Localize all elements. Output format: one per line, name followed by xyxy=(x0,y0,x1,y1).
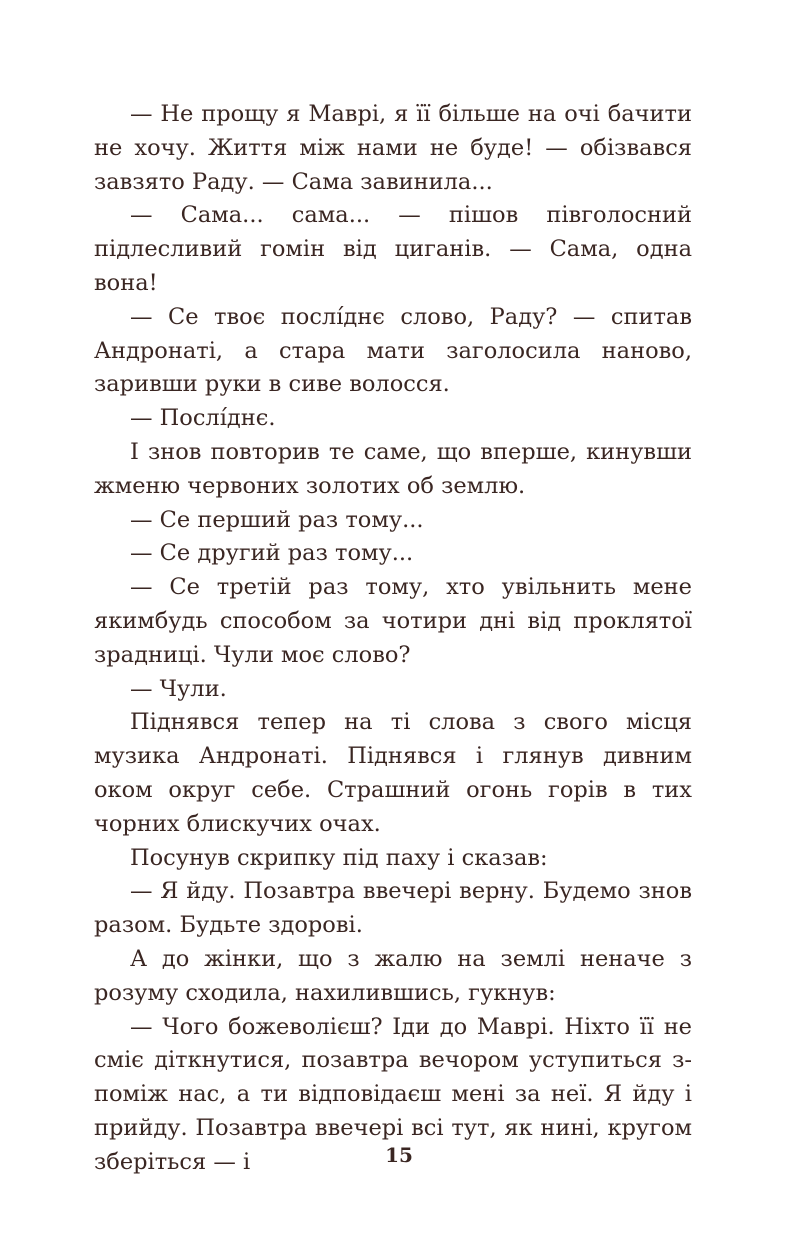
paragraph: — Се другий раз тому... xyxy=(130,540,414,567)
paragraph: — Чого божеволієш? Іди до Маврі. Ніхто її не сміє діткнутися, позавтра вечором уступиться з-поміж нас, а ти відповідаєш мені за неї. Я йду і прийду. Позавтра ввечері всі тут, як нині, кругом зберіться — і xyxy=(94,1013,692,1175)
paragraph: — Не прощу я Маврі, я її більше на очі бачити не хочу. Життя між нами не буде! — обізвався завзято Раду. — Сама завинила... xyxy=(94,101,692,195)
page-text xyxy=(94,98,692,1180)
page-number: 15 xyxy=(385,1143,413,1167)
paragraph: — Се перший раз тому... xyxy=(130,506,424,533)
paragraph: — Я йду. Позавтра ввечері верну. Будемо знов разом. Будьте здорові. xyxy=(94,878,692,939)
paragraph: — Се твоє послíднє слово, Раду? — спитав Андронаті, а стара мати заголосила наново, заривши руки в сиве волосся. xyxy=(94,303,692,398)
paragraph: А до жінки, що з жалю на землі неначе з розуму сходила, нахилившись, гукнув: xyxy=(94,945,692,1006)
paragraph: Піднявся тепер на ті слова з свого місця музика Андронаті. Піднявся і глянув дивним оком округ себе. Страшний огонь горів в тих чорних блискучих очах. xyxy=(94,709,692,837)
paragraph: — Чули. xyxy=(130,675,227,702)
paragraph: — Сама... сама... — пішов півголосний підлесливий гомін від циганів. — Сама, одна вона! xyxy=(94,202,692,296)
paragraph: — Послíднє. xyxy=(130,405,276,432)
paragraph: — Се третій раз тому, хто увільнить мене якимбудь способом за чотири дні від проклятої зрадниці. Чули моє слово? xyxy=(94,574,692,668)
paragraph: Посунув скрипку під паху і сказав: xyxy=(130,844,548,871)
paragraph: І знов повторив те саме, що вперше, кинувши жменю червоних золотих об землю. xyxy=(94,438,692,499)
